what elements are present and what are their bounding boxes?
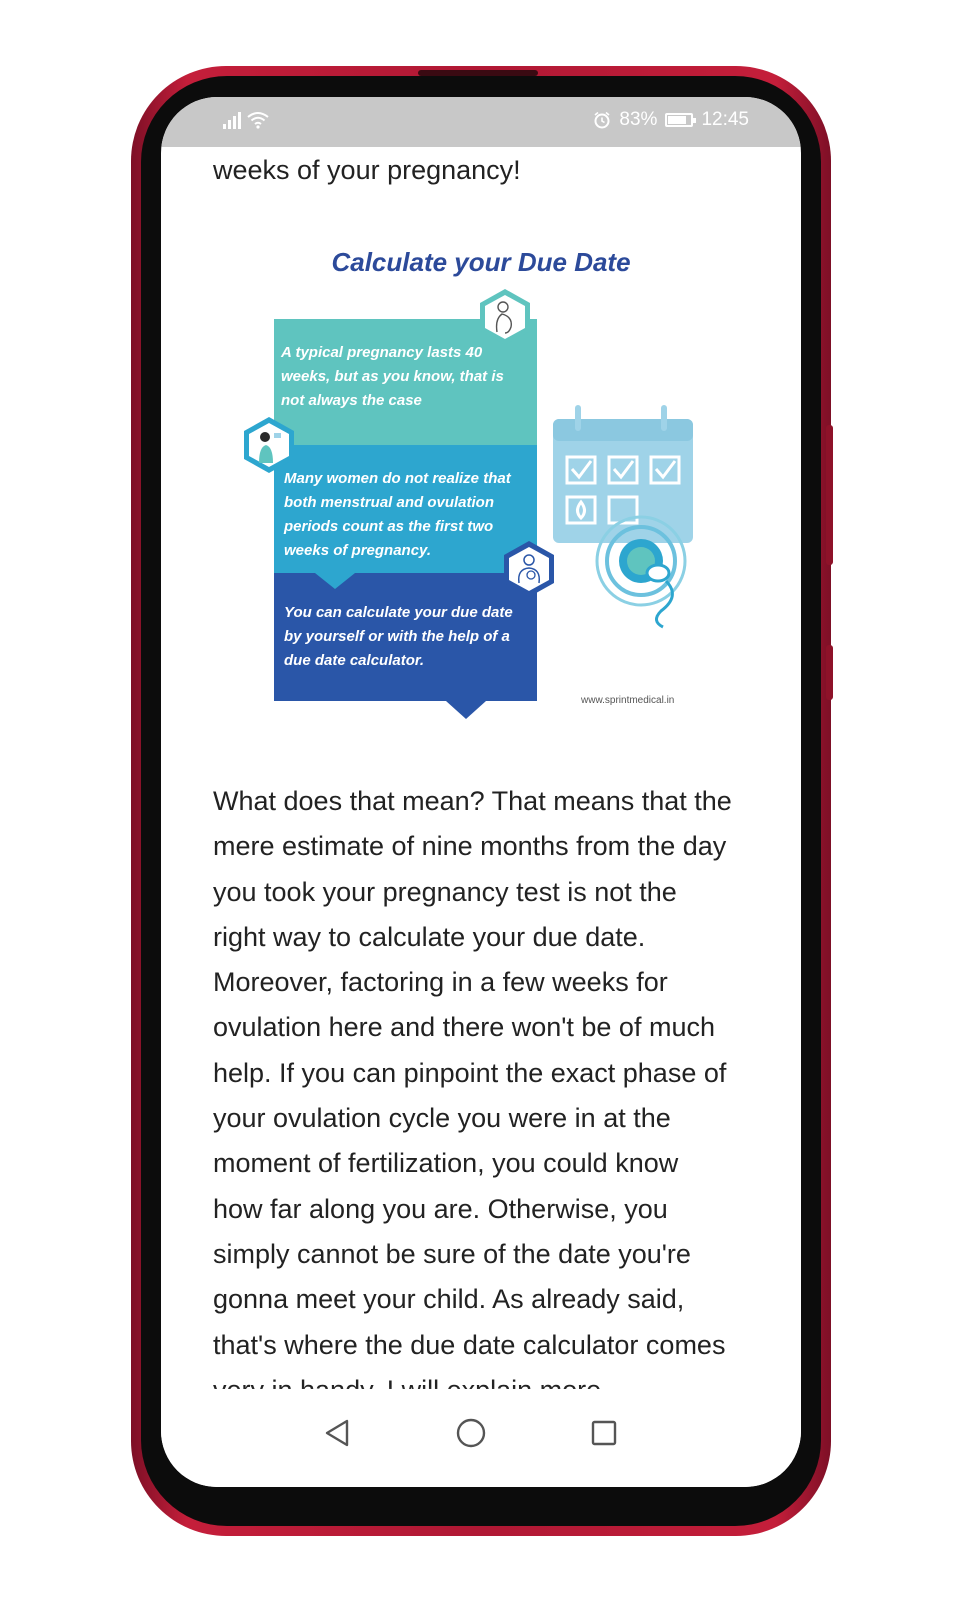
- home-button[interactable]: [451, 1413, 491, 1453]
- block-2-notch: [315, 573, 355, 589]
- woman-phone-hex-icon: [239, 415, 299, 475]
- phone-screen: [161, 97, 801, 1487]
- due-date-infographic: [231, 247, 731, 727]
- alarm-icon: [593, 111, 611, 129]
- infographic-title: Calculate your Due Date: [331, 247, 631, 277]
- block-3-text: You can calculate your due date by yourself or with the help of a due date calculator.: [284, 604, 513, 669]
- signal-icon: [223, 111, 241, 129]
- infographic-website: www.sprintmedical.in: [581, 695, 675, 706]
- block-1-text: A typical pregnancy lasts 40 weeks, but as you know, that is not always the case: [281, 344, 504, 409]
- battery-percent: 83%: [619, 109, 658, 130]
- status-bar: [161, 97, 801, 147]
- recents-button[interactable]: [584, 1413, 624, 1453]
- wifi-icon: [247, 111, 269, 129]
- status-time: 12:45: [701, 109, 749, 130]
- block-2-text: Many women do not realize that both menstrual and ovulation periods count as the first two weeks of pregnancy.: [284, 470, 511, 559]
- infographic-block-2: [274, 445, 537, 573]
- power-button: [826, 645, 833, 700]
- calendar-icon: [551, 401, 701, 641]
- block-3-notch: [446, 701, 486, 719]
- pregnant-woman-hex-icon: [475, 287, 535, 347]
- volume-button: [826, 425, 833, 565]
- earpiece-speaker: [418, 70, 538, 76]
- back-button[interactable]: [317, 1413, 357, 1453]
- mother-baby-hex-icon: [499, 539, 559, 599]
- article-paragraph: What does that mean? That means that the mere estimate of nine months from the day you took your pregnancy test is not the right way to calculate your due date. Moreover, factoring in a few weeks for ovulation here and there won't be of much help. If you can pinpoint the exact phase of your ovulation cycle you were in at the moment of fertilization, you could know how far along you are. Otherwise, you simply cannot be sure of the date you're gonna meet your child. As already said, that's where the due date calculator comes: [213, 786, 732, 1360]
- recents-square-icon: [590, 1419, 618, 1447]
- home-circle-icon: [455, 1417, 487, 1449]
- back-triangle-icon: [323, 1418, 351, 1448]
- battery-icon: [665, 113, 693, 127]
- infographic-block-3: [274, 573, 537, 701]
- article-intro-line: weeks of your pregnancy!: [213, 155, 521, 185]
- navigation-bar: [161, 1389, 801, 1487]
